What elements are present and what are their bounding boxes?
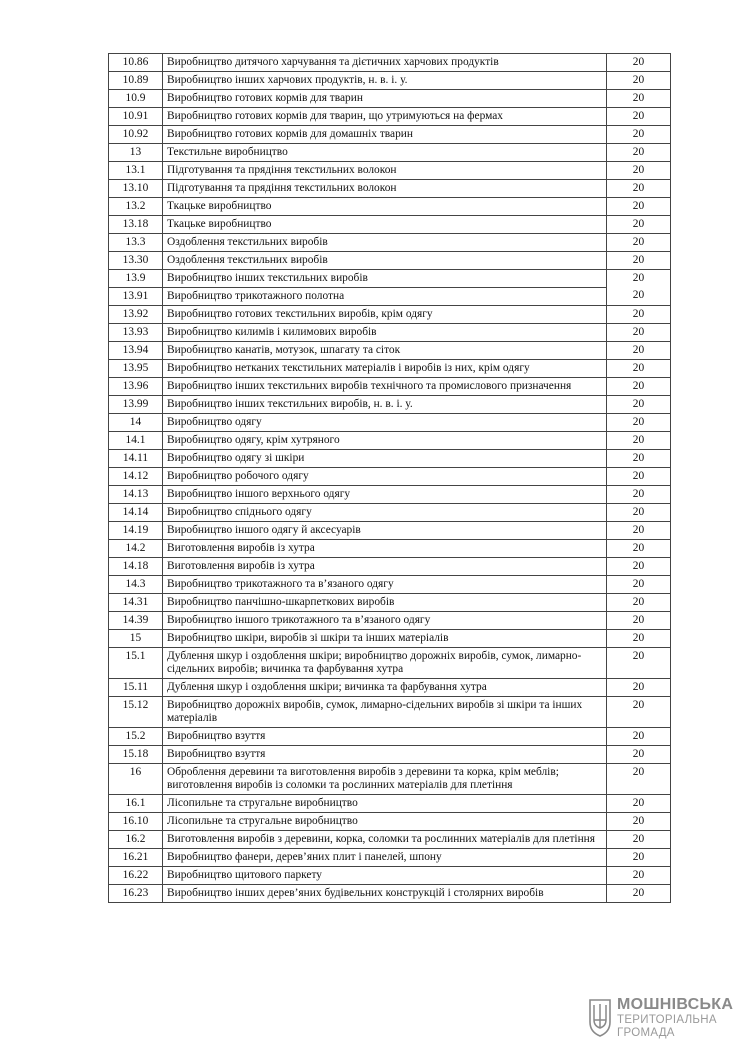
activity-description-cell: Виробництво робочого одягу [163,468,607,486]
activity-code-cell: 16.10 [109,813,163,831]
activity-description-cell: Виробництво килимів і килимових виробів [163,324,607,342]
rate-value-cell: 20 [607,306,671,324]
rate-value-cell: 20 [607,813,671,831]
trident-emblem-icon [588,998,612,1038]
table-row [109,885,671,903]
activity-description-cell: Виготовлення виробів із хутра [163,558,607,576]
rate-value-cell: 20 [607,867,671,885]
activity-description-cell: Виробництво інших текстильних виробів технічного та промислового призначення [163,378,607,396]
rate-value-cell: 20 [607,450,671,468]
rate-value-cell: 20 [607,108,671,126]
activity-description-cell: Виробництво дитячого харчування та дієтичних харчових продуктів [163,54,607,72]
activity-description-cell: Оздоблення текстильних виробів [163,252,607,270]
activity-code-cell: 13.91 [109,288,163,306]
activity-code-cell: 13.99 [109,396,163,414]
table-row [109,594,671,612]
activity-code-cell: 14.14 [109,504,163,522]
table-row [109,813,671,831]
activity-description-cell: Виготовлення виробів з деревини, корка, соломки та рослинних матеріалів для плетіння [163,831,607,849]
rate-value-cell: 20 [607,90,671,108]
activity-code-cell: 13.2 [109,198,163,216]
logo-title: МОШНІВСЬКА [617,996,734,1013]
rate-value-cell: 20 [607,468,671,486]
table-row [109,144,671,162]
rate-value-cell: 20 [607,198,671,216]
table-row [109,342,671,360]
rate-value-cell: 20 [607,414,671,432]
activity-code-cell: 16.23 [109,885,163,903]
activity-description-cell: Виробництво одягу [163,414,607,432]
table-row [109,54,671,72]
activity-code-cell: 13.30 [109,252,163,270]
activity-code-cell: 13.93 [109,324,163,342]
activity-description-cell: Виробництво панчішно-шкарпеткових виробів [163,594,607,612]
activity-code-cell: 13.18 [109,216,163,234]
activity-code-cell: 15 [109,630,163,648]
table-row [109,576,671,594]
activity-description-cell: Виробництво іншого одягу й аксесуарів [163,522,607,540]
activity-code-cell: 14.31 [109,594,163,612]
rate-value-cell: 20 [607,72,671,90]
rate-value-cell: 20 [607,831,671,849]
activity-code-cell: 14.12 [109,468,163,486]
activity-description-cell: Виробництво інших дерев’яних будівельних конструкцій і столярних виробів [163,885,607,903]
activity-description-cell: Виробництво взуття [163,746,607,764]
table-row [109,648,671,679]
activity-description-cell: Оздоблення текстильних виробів [163,234,607,252]
rate-value-cell: 20 [607,234,671,252]
table-row [109,630,671,648]
table-row [109,360,671,378]
table-row [109,697,671,728]
rate-value-cell: 20 [607,252,671,270]
activity-description-cell: Виробництво готових кормів для тварин, що утримуються на фермах [163,108,607,126]
activity-description-cell: Виробництво готових кормів для домашніх тварин [163,126,607,144]
table-row [109,108,671,126]
activity-description-cell: Виробництво готових кормів для тварин [163,90,607,108]
activity-description-cell: Виробництво трикотажного полотна [163,288,607,306]
table-row [109,72,671,90]
table-row [109,867,671,885]
table-row [109,288,671,306]
activity-code-cell: 16.21 [109,849,163,867]
activity-description-cell: Лісопильне та стругальне виробництво [163,813,607,831]
activity-description-cell: Виробництво шкіри, виробів зі шкіри та інших матеріалів [163,630,607,648]
rate-value-cell: 20 [607,378,671,396]
table-row [109,90,671,108]
activity-code-cell: 10.89 [109,72,163,90]
activity-code-cell: 14.3 [109,576,163,594]
activity-code-cell: 13.96 [109,378,163,396]
activity-description-cell: Виробництво канатів, мотузок, шпагату та сіток [163,342,607,360]
activity-code-cell: 10.92 [109,126,163,144]
table-body [109,54,671,903]
table-row [109,198,671,216]
activity-code-cell: 10.9 [109,90,163,108]
table-row [109,468,671,486]
activity-description-cell: Ткацьке виробництво [163,216,607,234]
rate-value-cell: 20 [607,432,671,450]
table-row [109,486,671,504]
table-row [109,795,671,813]
activity-description-cell: Виробництво дорожніх виробів, сумок, лимарно-сідельних виробів зі шкіри та інших матеріалів [163,697,607,728]
rate-value-cell: 20 [607,324,671,342]
activity-description-cell: Дублення шкур і оздоблення шкіри; вичинка та фарбування хутра [163,679,607,697]
activity-code-cell: 14.1 [109,432,163,450]
rate-value-cell: 20 [607,679,671,697]
table-row [109,612,671,630]
rate-value-cell: 20 [607,342,671,360]
table-row [109,450,671,468]
activity-code-cell: 15.2 [109,728,163,746]
activity-code-cell: 13.92 [109,306,163,324]
rate-value-cell: 20 [607,849,671,867]
rate-value-cell: 20 [607,576,671,594]
activity-code-cell: 14 [109,414,163,432]
table-row [109,126,671,144]
activity-code-cell: 16.1 [109,795,163,813]
activity-code-cell: 14.2 [109,540,163,558]
rate-value-cell: 20 [607,558,671,576]
table-row [109,378,671,396]
table-row [109,728,671,746]
activity-description-cell: Виробництво іншого верхнього одягу [163,486,607,504]
activity-description-cell: Лісопильне та стругальне виробництво [163,795,607,813]
rate-value-cell: 20 [607,764,671,795]
activity-code-cell: 15.12 [109,697,163,728]
rate-value-cell: 20 [607,885,671,903]
activity-description-cell: Виробництво нетканих текстильних матеріалів і виробів із них, крім одягу [163,360,607,378]
activity-description-cell: Виробництво щитового паркету [163,867,607,885]
rate-value-cell: 20 [607,522,671,540]
activity-code-cell: 13.10 [109,180,163,198]
activity-description-cell: Виробництво інших текстильних виробів, н. в. і. у. [163,396,607,414]
table-row [109,432,671,450]
activity-description-cell: Виробництво інших текстильних виробів [163,270,607,288]
activity-code-cell: 16.22 [109,867,163,885]
activity-code-cell: 14.19 [109,522,163,540]
rate-value-cell: 20 [607,504,671,522]
table-row [109,679,671,697]
activity-code-cell: 13.94 [109,342,163,360]
logo-subtitle-2: ГРОМАДА [617,1027,675,1039]
rate-value: 20 [632,272,645,284]
table-row [109,831,671,849]
activity-code-cell: 14.18 [109,558,163,576]
activity-description-cell: Текстильне виробництво [163,144,607,162]
activity-code-cell: 13 [109,144,163,162]
rate-value-cell [607,270,671,306]
activity-description-cell: Виробництво трикотажного та в’язаного одягу [163,576,607,594]
activity-description-cell: Виробництво одягу, крім хутряного [163,432,607,450]
logo-subtitle-1: ТЕРИТОРІАЛЬНА [617,1014,717,1026]
rate-value-cell: 20 [607,697,671,728]
rate-value-cell: 20 [607,795,671,813]
rate-value-cell: 20 [607,540,671,558]
activity-code-cell: 13.1 [109,162,163,180]
rate-value-cell: 20 [607,54,671,72]
tax-rate-table [108,53,671,903]
table-row [109,414,671,432]
activity-code-cell: 10.86 [109,54,163,72]
activity-code-cell: 13.95 [109,360,163,378]
rate-value-cell: 20 [607,746,671,764]
table-row [109,252,671,270]
rate-value-cell: 20 [607,486,671,504]
activity-code-cell: 16.2 [109,831,163,849]
table-row [109,234,671,252]
table-row [109,558,671,576]
rate-value-cell: 20 [607,216,671,234]
rate-value-cell: 20 [607,396,671,414]
activity-code-cell: 14.13 [109,486,163,504]
activity-description-cell: Дублення шкур і оздоблення шкіри; виробництво дорожніх виробів, сумок, лимарно-сідельних виробів; вичинка та фарбування хутра [163,648,607,679]
activity-code-cell: 16 [109,764,163,795]
activity-code-cell: 15.11 [109,679,163,697]
table-row [109,540,671,558]
table-row [109,746,671,764]
table-row [109,764,671,795]
community-logo [588,996,738,1042]
activity-description-cell: Підготування та прядіння текстильних волокон [163,162,607,180]
table-row [109,849,671,867]
rate-value-cell: 20 [607,594,671,612]
table-row [109,162,671,180]
activity-description-cell: Підготування та прядіння текстильних волокон [163,180,607,198]
rate-value-cell: 20 [607,728,671,746]
activity-description-cell: Виробництво інших харчових продуктів, н. в. і. у. [163,72,607,90]
rate-value-cell: 20 [607,360,671,378]
table-row [109,306,671,324]
rate-value-cell: 20 [607,612,671,630]
activity-description-cell: Виробництво готових текстильних виробів, крім одягу [163,306,607,324]
activity-description-cell: Виробництво взуття [163,728,607,746]
activity-description-cell: Виробництво фанери, дерев’яних плит і панелей, шпону [163,849,607,867]
activity-description-cell: Оброблення деревини та виготовлення виробів з деревини та корка, крім меблів; виготовлення виробів із соломки та рослинних матеріалів для плетіння [163,764,607,795]
activity-code-cell: 14.39 [109,612,163,630]
activity-code-cell: 15.1 [109,648,163,679]
table-row [109,522,671,540]
rate-value-cell: 20 [607,630,671,648]
rate-value-cell: 20 [607,162,671,180]
activity-description-cell: Виготовлення виробів із хутра [163,540,607,558]
activity-code-cell: 10.91 [109,108,163,126]
activity-description-cell: Виробництво спіднього одягу [163,504,607,522]
table-row [109,324,671,342]
rate-value: 20 [632,289,645,301]
rate-value-cell: 20 [607,648,671,679]
rate-value-cell: 20 [607,126,671,144]
activity-code-cell: 13.9 [109,270,163,288]
table-row [109,180,671,198]
activity-description-cell: Ткацьке виробництво [163,198,607,216]
activity-code-cell: 14.11 [109,450,163,468]
table-row [109,396,671,414]
rate-value-cell: 20 [607,180,671,198]
table-row [109,216,671,234]
table-row [109,270,671,288]
table-row [109,504,671,522]
activity-code-cell: 13.3 [109,234,163,252]
activity-description-cell: Виробництво іншого трикотажного та в’язаного одягу [163,612,607,630]
rate-value-cell: 20 [607,144,671,162]
activity-code-cell: 15.18 [109,746,163,764]
activity-description-cell: Виробництво одягу зі шкіри [163,450,607,468]
